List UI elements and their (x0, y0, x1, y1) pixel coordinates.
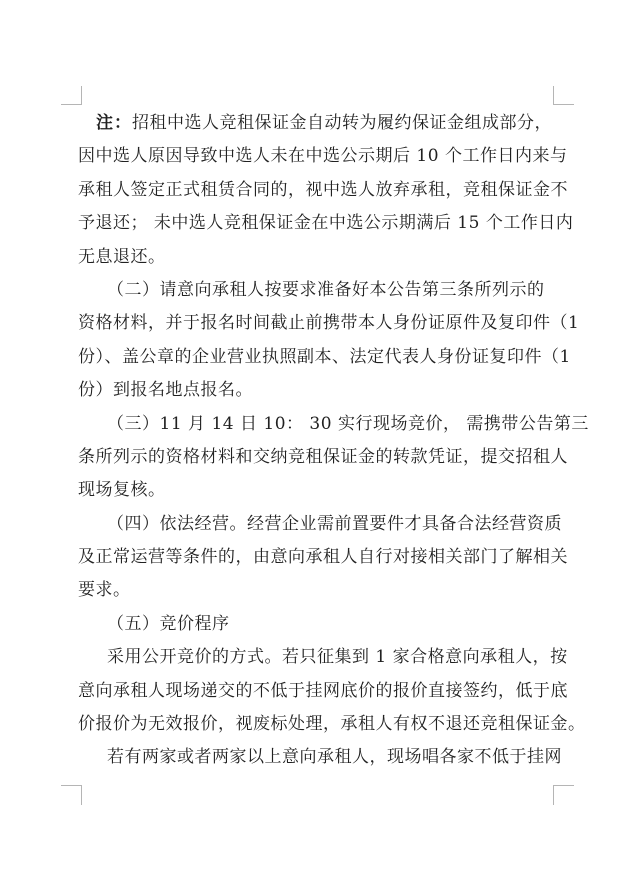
text-line: 份）到报名地点报名。 (78, 380, 253, 401)
text-line: 现场复核。 (78, 480, 166, 501)
text-line: 无息退还。 (78, 246, 166, 267)
text-line: 予退还； 未中选人竞租保证金在中选公示期满后 15 个工作日内 (78, 213, 574, 234)
note-label: 注： (96, 113, 132, 133)
text-line: （五）竞价程序 (107, 613, 230, 634)
text-line: 及正常运营等条件的，由意向承租人自行对接相关部门了解相关 (78, 547, 568, 568)
text-line: 条所列示的资格材料和交纳竞租保证金的转款凭证，提交招租人 (78, 446, 568, 467)
text-line: 要求。 (78, 580, 131, 601)
text-line: 资格材料，并于报名时间截止前携带本人身份证原件及复印件（1 (78, 313, 580, 334)
text-line: 若有两家或者两家以上意向承租人，现场唱各家不低于挂网 (107, 747, 562, 768)
text-line: 份）、盖公章的企业营业执照副本、法定代表人身份证复印件（1 (78, 346, 571, 367)
text-line: 意向承租人现场递交的不低于挂网底价的报价直接签约，低于底 (78, 680, 568, 701)
text-line: （二）请意向承租人按要求准备好本公告第三条所列示的 (107, 279, 545, 300)
text-line: 价报价为无效报价，视废标处理，承租人有权不退还竞租保证金。 (78, 714, 586, 735)
text-line: （四）依法经营。经营企业需前置要件才具备合法经营资质 (107, 513, 562, 534)
text-line: 因中选人原因导致中选人未在中选公示期后 10 个工作日内来与 (78, 146, 568, 167)
crop-mark-bottom-left-icon (61, 785, 82, 805)
crop-mark-top-right-icon (553, 86, 574, 105)
text-line: （三）11 月 14 日 10： 30 实行现场竞价， 需携带公告第三 (107, 413, 589, 434)
text-line: 采用公开竞价的方式。若只征集到 1 家合格意向承租人，按 (107, 647, 568, 668)
text-line: 承租人签定正式租赁合同的，视中选人放弃承租，竞租保证金不 (78, 179, 568, 200)
text-line: 注：招租中选人竞租保证金自动转为履约保证金组成部分， (96, 113, 552, 133)
document-text (78, 107, 589, 775)
crop-mark-top-left-icon (61, 86, 82, 105)
crop-mark-bottom-right-icon (553, 785, 574, 805)
